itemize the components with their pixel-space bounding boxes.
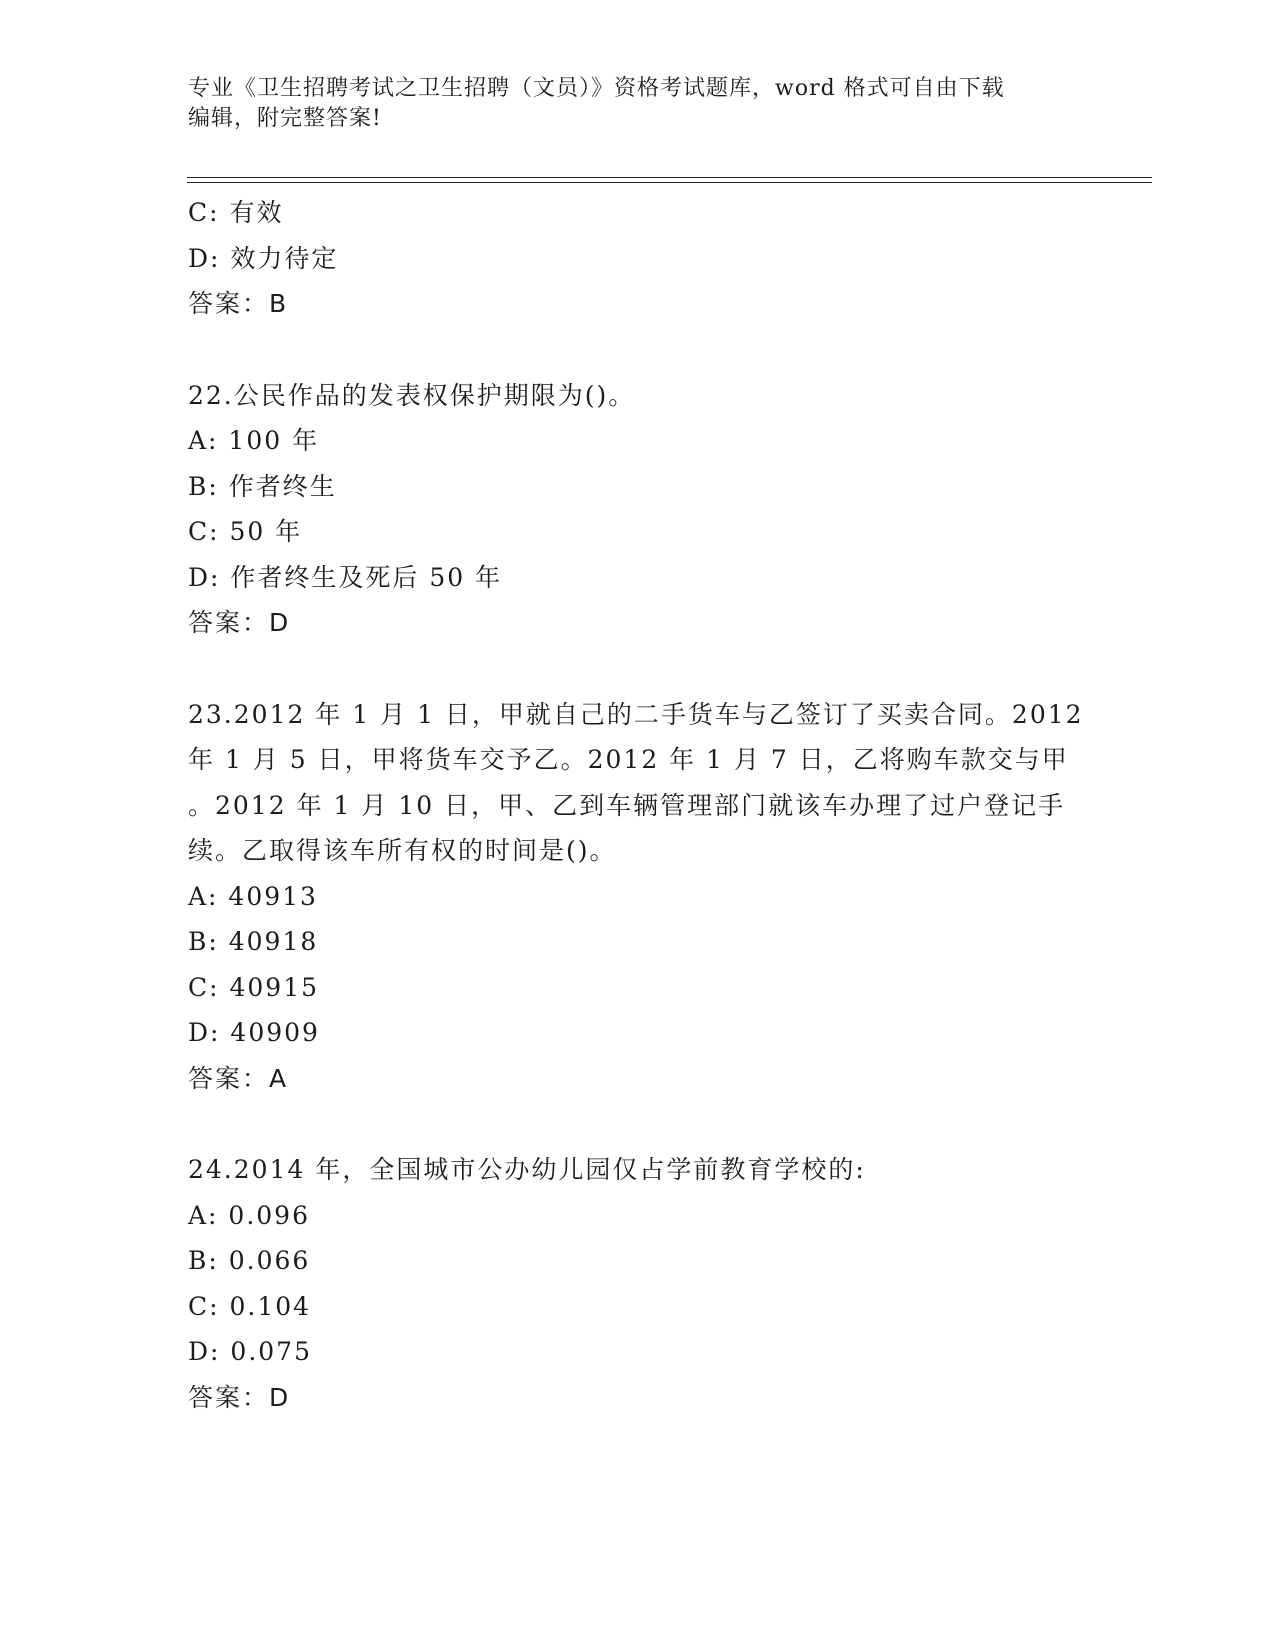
spacer [188, 327, 1088, 373]
q24-option-c: C: 0.104 [188, 1291, 312, 1321]
q23-stem-line-3: 。2012 年 1 月 10 日，甲、乙到车辆管理部门就该车办理了过户登记手 [188, 790, 1066, 820]
spacer [188, 1101, 1088, 1147]
q24-option-b: B: 0.066 [188, 1246, 311, 1275]
q24-stem: 24.2014 年，全国城市公办幼儿园仅占学前教育学校的: [188, 1155, 866, 1184]
question-23 [188, 692, 1088, 1102]
q21-answer: 答案：B [188, 289, 289, 318]
q23-stem-line-4: 续。乙取得该车所有权的时间是()。 [188, 836, 617, 865]
header-line-2: 编辑，附完整答案! [188, 106, 382, 131]
q24-option-a: A: 0.096 [188, 1200, 310, 1230]
q21-option-c: C: 有效 [188, 198, 284, 227]
q22-option-a: A: 100 年 [188, 426, 320, 455]
q23-stem-line-1: 23.2012 年 1 月 1 日，甲就自己的二手货车与乙签订了买卖合同。2012 [188, 699, 1084, 729]
q22-stem: 22.公民作品的发表权保护期限为()。 [188, 380, 636, 410]
q23-option-d: D: 40909 [188, 1018, 320, 1047]
q24-answer: 答案：D [188, 1382, 291, 1412]
header-divider-bottom [187, 182, 1152, 183]
q21-option-d: D: 效力待定 [188, 243, 339, 273]
question-22 [188, 373, 1088, 646]
q24-option-d: D: 0.075 [188, 1337, 312, 1366]
header-divider-top [187, 177, 1152, 178]
q23-option-c: C: 40915 [188, 972, 320, 1002]
q23-option-a: A: 40913 [188, 881, 318, 911]
q22-option-b: B: 作者终生 [188, 471, 337, 501]
question-24 [188, 1147, 1088, 1420]
q22-option-c: C: 50 年 [188, 517, 303, 546]
question-list [188, 190, 1088, 1420]
q23-stem-line-2: 年 1 月 5 日，甲将货车交予乙。2012 年 1 月 7 日，乙将购车款交与甲 [188, 745, 1069, 774]
q23-option-b: B: 40918 [188, 927, 319, 956]
q22-answer: 答案：D [188, 608, 291, 637]
q23-answer: 答案：A [188, 1063, 289, 1093]
document-header [188, 74, 1088, 134]
question-21-tail [188, 190, 1088, 327]
header-line-1: 专业《卫生招聘考试之卫生招聘（文员）》资格考试题库，word 格式可自由下载 [188, 76, 1005, 101]
q22-option-d: D: 作者终生及死后 50 年 [188, 562, 503, 592]
spacer [188, 646, 1088, 692]
